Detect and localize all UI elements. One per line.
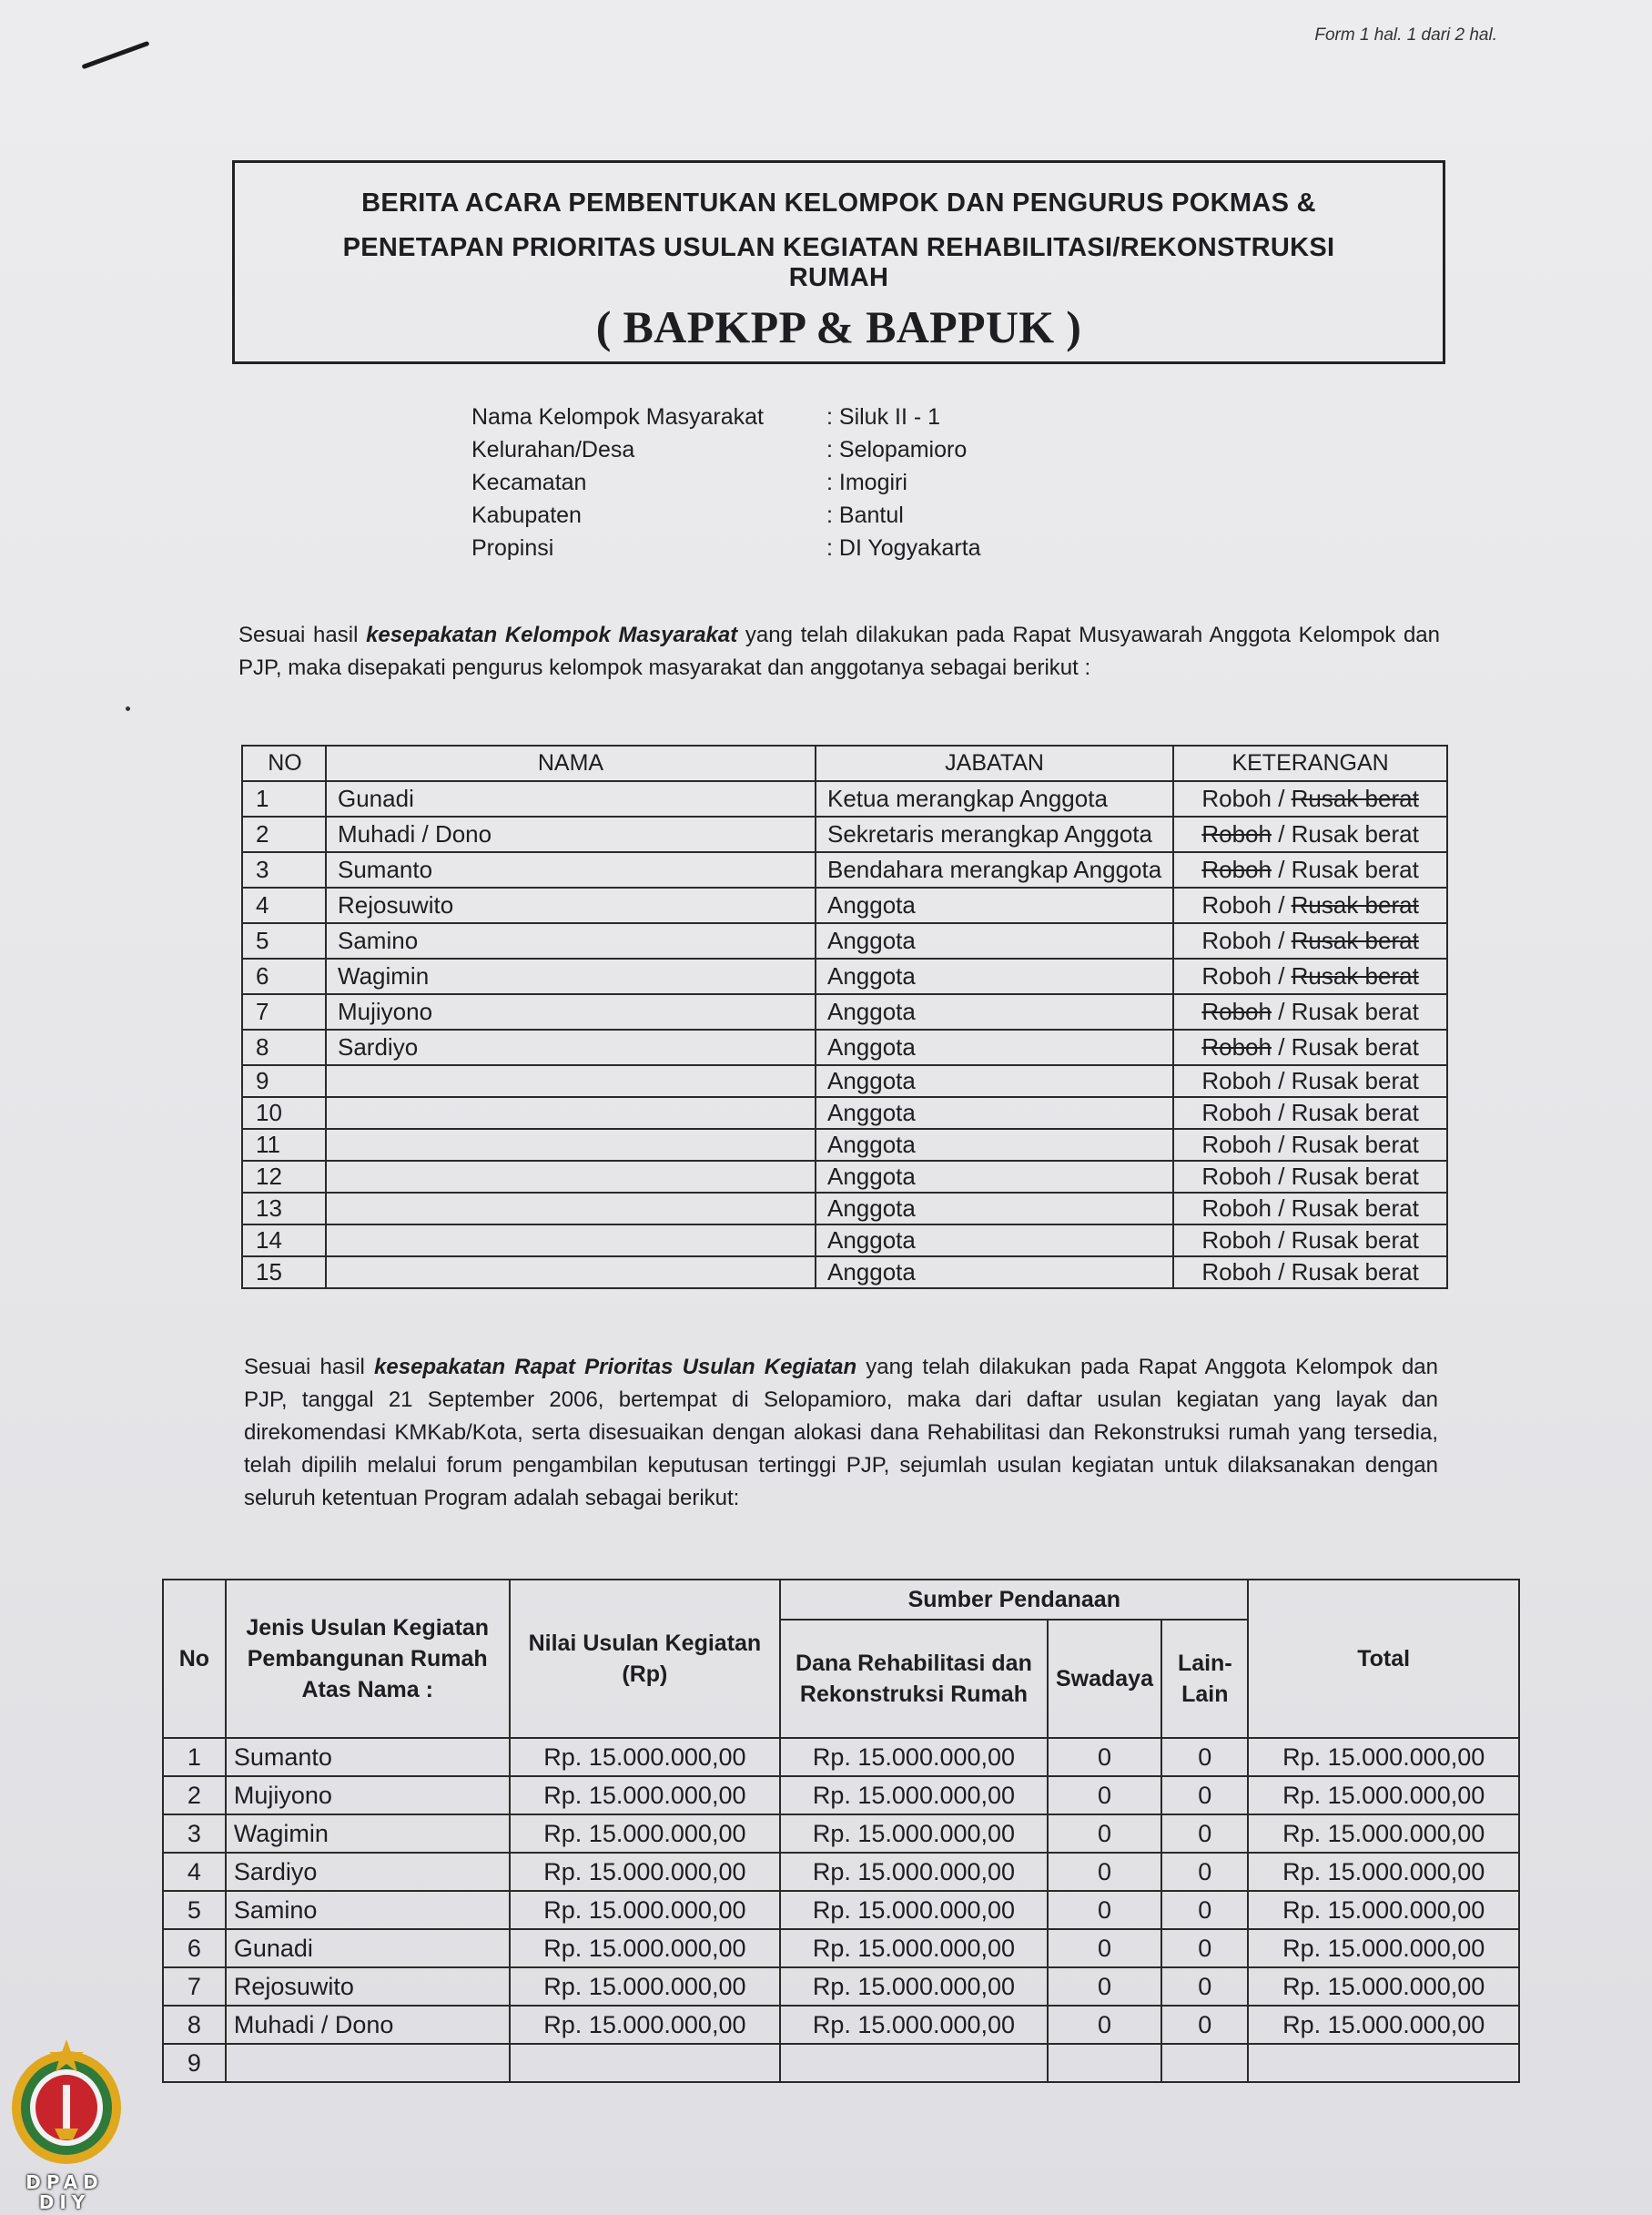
status-separator: / bbox=[1271, 1258, 1292, 1285]
status-separator: / bbox=[1271, 820, 1292, 848]
col-jabatan: JABATAN bbox=[816, 746, 1173, 781]
cell-nilai: Rp. 15.000.000,00 bbox=[510, 1967, 781, 2006]
table-row bbox=[242, 1129, 1447, 1161]
table-row bbox=[163, 1776, 1519, 1814]
dpad-diy-emblem bbox=[7, 2021, 126, 2171]
cell-swadaya: 0 bbox=[1048, 1967, 1162, 2006]
cell-nilai: Rp. 15.000.000,00 bbox=[510, 1814, 781, 1853]
info-label: Kecamatan bbox=[471, 470, 587, 495]
watermark-text bbox=[15, 2172, 115, 2212]
status-separator: / bbox=[1271, 1033, 1292, 1061]
cell-total: Rp. 15.000.000,00 bbox=[1248, 1738, 1519, 1776]
title-line-1: BERITA ACARA PEMBENTUKAN KELOMPOK DAN PENGURUS POKMAS & bbox=[361, 188, 1316, 218]
cell-dana: Rp. 15.000.000,00 bbox=[780, 2006, 1048, 2044]
status-roboh: Roboh bbox=[1201, 1258, 1272, 1285]
info-value: : Siluk II - 1 bbox=[826, 404, 941, 430]
info-value: : DI Yogyakarta bbox=[826, 535, 981, 561]
cell-nama: Gunadi bbox=[326, 781, 816, 817]
cell-keterangan bbox=[1173, 959, 1447, 994]
table-row bbox=[242, 781, 1447, 817]
funding-header-row-1 bbox=[163, 1580, 1519, 1620]
cell-nama: Rejosuwito bbox=[226, 1967, 510, 2006]
col-no: NO bbox=[242, 746, 326, 781]
cell-total: Rp. 15.000.000,00 bbox=[1248, 1853, 1519, 1891]
title-acronym: ( BAPKPP & BAPPUK ) bbox=[595, 301, 1082, 352]
status-separator: / bbox=[1271, 1067, 1292, 1094]
col-dana-rehab: Dana Rehabilitasi dan Rekonstruksi Rumah bbox=[780, 1620, 1048, 1738]
table-row bbox=[242, 923, 1447, 959]
info-label: Nama Kelompok Masyarakat bbox=[471, 404, 764, 430]
status-rusak-berat: Rusak berat bbox=[1291, 891, 1419, 919]
cell-no: 7 bbox=[242, 994, 326, 1030]
status-roboh: Roboh bbox=[1201, 927, 1272, 954]
para1-emphasis: kesepakatan Kelompok Masyarakat bbox=[366, 623, 738, 647]
status-rusak-berat: Rusak berat bbox=[1291, 1067, 1419, 1094]
status-rusak-berat: Rusak berat bbox=[1291, 927, 1419, 954]
watermark-line-1: DPAD bbox=[25, 2171, 104, 2193]
cell-nama: Muhadi / Dono bbox=[226, 2006, 510, 2044]
cell-total: Rp. 15.000.000,00 bbox=[1248, 1929, 1519, 1967]
cell-lain: 0 bbox=[1161, 2006, 1248, 2044]
cell-nama: Wagimin bbox=[226, 1814, 510, 1853]
table-row bbox=[242, 1193, 1447, 1224]
status-rusak-berat: Rusak berat bbox=[1291, 1226, 1419, 1254]
cell-nama: Rejosuwito bbox=[326, 888, 816, 923]
status-separator: / bbox=[1271, 891, 1292, 919]
status-rusak-berat: Rusak berat bbox=[1291, 962, 1419, 990]
table-row bbox=[163, 1853, 1519, 1891]
cell-no: 14 bbox=[242, 1224, 326, 1256]
status-separator: / bbox=[1271, 998, 1292, 1025]
col-swadaya: Swadaya bbox=[1048, 1620, 1162, 1738]
cell-nama: Sardiyo bbox=[326, 1030, 816, 1065]
cell-nama bbox=[326, 1224, 816, 1256]
cell-nilai: Rp. 15.000.000,00 bbox=[510, 1738, 781, 1776]
cell-keterangan bbox=[1173, 1224, 1447, 1256]
cell-jabatan: Anggota bbox=[816, 888, 1173, 923]
info-value: : Imogiri bbox=[826, 470, 907, 495]
status-roboh: Roboh bbox=[1201, 998, 1272, 1025]
status-roboh: Roboh bbox=[1201, 1226, 1272, 1254]
cell-nama: Sumanto bbox=[326, 852, 816, 888]
cell-swadaya: 0 bbox=[1048, 1929, 1162, 1967]
status-roboh: Roboh bbox=[1201, 1099, 1272, 1126]
cell-nama: Wagimin bbox=[326, 959, 816, 994]
cell-nama: Sardiyo bbox=[226, 1853, 510, 1891]
status-rusak-berat: Rusak berat bbox=[1291, 1033, 1419, 1061]
table-row bbox=[242, 888, 1447, 923]
col-nilai: Nilai Usulan Kegiatan (Rp) bbox=[510, 1580, 781, 1738]
cell-jabatan: Anggota bbox=[816, 1129, 1173, 1161]
cell-nilai bbox=[510, 2044, 781, 2082]
pen-mark bbox=[81, 41, 149, 69]
cell-no: 4 bbox=[163, 1853, 226, 1891]
status-rusak-berat: Rusak berat bbox=[1291, 998, 1419, 1025]
col-keterangan: KETERANGAN bbox=[1173, 746, 1447, 781]
para1-text-pre: Sesuai hasil bbox=[238, 623, 367, 647]
col-nama: NAMA bbox=[326, 746, 816, 781]
table-row bbox=[242, 1224, 1447, 1256]
table-row bbox=[163, 1891, 1519, 1929]
cell-nilai: Rp. 15.000.000,00 bbox=[510, 1929, 781, 1967]
cell-lain: 0 bbox=[1161, 1738, 1248, 1776]
cell-total: Rp. 15.000.000,00 bbox=[1248, 1967, 1519, 2006]
table-row bbox=[242, 1030, 1447, 1065]
cell-nama bbox=[326, 1256, 816, 1288]
cell-no: 1 bbox=[163, 1738, 226, 1776]
monument-icon bbox=[63, 2085, 70, 2132]
status-separator: / bbox=[1271, 1099, 1292, 1126]
status-separator: / bbox=[1271, 1226, 1292, 1254]
cell-nama: Sumanto bbox=[226, 1738, 510, 1776]
table-row bbox=[242, 1097, 1447, 1129]
status-rusak-berat: Rusak berat bbox=[1291, 820, 1419, 848]
cell-keterangan bbox=[1173, 1065, 1447, 1097]
cell-lain: 0 bbox=[1161, 1776, 1248, 1814]
cell-jabatan: Anggota bbox=[816, 1030, 1173, 1065]
table-row bbox=[242, 1161, 1447, 1193]
cell-nama bbox=[326, 1065, 816, 1097]
cell-swadaya: 0 bbox=[1048, 1814, 1162, 1853]
agreement-paragraph-2 bbox=[244, 1351, 1438, 1515]
status-separator: / bbox=[1271, 962, 1292, 990]
status-roboh: Roboh bbox=[1201, 820, 1272, 848]
cell-no: 5 bbox=[242, 923, 326, 959]
status-roboh: Roboh bbox=[1201, 1033, 1272, 1061]
cell-dana: Rp. 15.000.000,00 bbox=[780, 1891, 1048, 1929]
cell-dana: Rp. 15.000.000,00 bbox=[780, 1967, 1048, 2006]
cell-keterangan bbox=[1173, 1129, 1447, 1161]
cell-keterangan bbox=[1173, 817, 1447, 852]
cell-jabatan: Anggota bbox=[816, 1193, 1173, 1224]
col-no: No bbox=[163, 1580, 226, 1738]
cell-dana: Rp. 15.000.000,00 bbox=[780, 1853, 1048, 1891]
cell-lain: 0 bbox=[1161, 1853, 1248, 1891]
form-reference: Form 1 hal. 1 dari 2 hal. bbox=[1314, 25, 1497, 45]
table-row bbox=[242, 817, 1447, 852]
cell-nilai: Rp. 15.000.000,00 bbox=[510, 1891, 781, 1929]
status-separator: / bbox=[1271, 1131, 1292, 1158]
info-label: Kabupaten bbox=[471, 503, 582, 528]
cell-nilai: Rp. 15.000.000,00 bbox=[510, 1776, 781, 1814]
cell-swadaya bbox=[1048, 2044, 1162, 2082]
status-roboh: Roboh bbox=[1201, 1163, 1272, 1190]
cell-dana: Rp. 15.000.000,00 bbox=[780, 1738, 1048, 1776]
cell-keterangan bbox=[1173, 1161, 1447, 1193]
cell-no: 7 bbox=[163, 1967, 226, 2006]
status-roboh: Roboh bbox=[1201, 1131, 1272, 1158]
cell-keterangan bbox=[1173, 1193, 1447, 1224]
cell-no: 15 bbox=[242, 1256, 326, 1288]
cell-swadaya: 0 bbox=[1048, 1738, 1162, 1776]
col-jenis: Jenis Usulan Kegiatan Pembangunan Rumah Atas Nama : bbox=[226, 1580, 510, 1738]
funding-table bbox=[162, 1579, 1520, 2083]
para2-emphasis: kesepakatan Rapat Prioritas Usulan Kegiatan bbox=[374, 1355, 857, 1379]
cell-total: Rp. 15.000.000,00 bbox=[1248, 1776, 1519, 1814]
table-row bbox=[242, 959, 1447, 994]
cell-keterangan bbox=[1173, 923, 1447, 959]
table-row bbox=[163, 2006, 1519, 2044]
cell-no: 1 bbox=[242, 781, 326, 817]
cell-keterangan bbox=[1173, 888, 1447, 923]
cell-nama bbox=[226, 2044, 510, 2082]
cell-nama: Samino bbox=[326, 923, 816, 959]
cell-swadaya: 0 bbox=[1048, 2006, 1162, 2044]
cell-nama: Mujiyono bbox=[226, 1776, 510, 1814]
cell-jabatan: Sekretaris merangkap Anggota bbox=[816, 817, 1173, 852]
table-row bbox=[163, 1738, 1519, 1776]
info-value: : Bantul bbox=[826, 503, 904, 528]
cell-dana: Rp. 15.000.000,00 bbox=[780, 1776, 1048, 1814]
cell-dana: Rp. 15.000.000,00 bbox=[780, 1814, 1048, 1853]
cell-jabatan: Ketua merangkap Anggota bbox=[816, 781, 1173, 817]
status-roboh: Roboh bbox=[1201, 785, 1272, 812]
cell-dana bbox=[780, 2044, 1048, 2082]
cell-nama: Gunadi bbox=[226, 1929, 510, 1967]
cell-jabatan: Anggota bbox=[816, 1224, 1173, 1256]
cell-lain: 0 bbox=[1161, 1814, 1248, 1853]
cell-nama bbox=[326, 1193, 816, 1224]
cell-jabatan: Anggota bbox=[816, 1161, 1173, 1193]
cell-no: 3 bbox=[242, 852, 326, 888]
status-separator: / bbox=[1271, 927, 1292, 954]
status-separator: / bbox=[1271, 1163, 1292, 1190]
cell-no: 10 bbox=[242, 1097, 326, 1129]
cell-nama bbox=[326, 1129, 816, 1161]
agreement-paragraph-1 bbox=[238, 619, 1440, 685]
para2-text-pre: Sesuai hasil bbox=[244, 1355, 375, 1379]
cell-jabatan: Anggota bbox=[816, 1256, 1173, 1288]
status-roboh: Roboh bbox=[1201, 891, 1272, 919]
status-separator: / bbox=[1271, 1194, 1292, 1222]
cell-total: Rp. 15.000.000,00 bbox=[1248, 2006, 1519, 2044]
cell-no: 6 bbox=[163, 1929, 226, 1967]
table-row bbox=[242, 994, 1447, 1030]
para1-text-post: yang telah dilakukan pada Rapat Musyawarah Anggota Kelompok dan PJP, maka disepakati pengurus kelompok masyarakat dan anggotanya sebagai berikut : bbox=[238, 623, 1441, 680]
cell-nama bbox=[326, 1097, 816, 1129]
cell-no: 2 bbox=[163, 1776, 226, 1814]
cell-keterangan bbox=[1173, 1030, 1447, 1065]
cell-no: 9 bbox=[242, 1065, 326, 1097]
cell-jabatan: Anggota bbox=[816, 994, 1173, 1030]
cell-total: Rp. 15.000.000,00 bbox=[1248, 1891, 1519, 1929]
status-rusak-berat: Rusak berat bbox=[1291, 1163, 1419, 1190]
info-label: Propinsi bbox=[471, 535, 554, 561]
cell-no: 11 bbox=[242, 1129, 326, 1161]
ink-dot bbox=[126, 706, 130, 711]
col-total: Total bbox=[1248, 1580, 1519, 1738]
cell-no: 13 bbox=[242, 1193, 326, 1224]
status-rusak-berat: Rusak berat bbox=[1291, 856, 1419, 883]
cell-keterangan bbox=[1173, 781, 1447, 817]
table-row bbox=[163, 1929, 1519, 1967]
table-row bbox=[242, 1065, 1447, 1097]
cell-no: 8 bbox=[163, 2006, 226, 2044]
cell-no: 4 bbox=[242, 888, 326, 923]
cell-no: 12 bbox=[242, 1161, 326, 1193]
status-rusak-berat: Rusak berat bbox=[1291, 1258, 1419, 1285]
cell-keterangan bbox=[1173, 994, 1447, 1030]
cell-no: 5 bbox=[163, 1891, 226, 1929]
cell-total bbox=[1248, 2044, 1519, 2082]
info-value: : Selopamioro bbox=[826, 437, 968, 462]
status-roboh: Roboh bbox=[1201, 856, 1272, 883]
col-lain-lain: Lain-Lain bbox=[1161, 1620, 1248, 1738]
cell-no: 6 bbox=[242, 959, 326, 994]
cell-nilai: Rp. 15.000.000,00 bbox=[510, 1853, 781, 1891]
title-line-3: RUMAH bbox=[788, 263, 889, 292]
table-row bbox=[163, 1814, 1519, 1853]
title-line-2: PENETAPAN PRIORITAS USULAN KEGIATAN REHABILITASI/REKONSTRUKSI bbox=[342, 233, 1335, 262]
cell-nama: Samino bbox=[226, 1891, 510, 1929]
cell-nilai: Rp. 15.000.000,00 bbox=[510, 2006, 781, 2044]
status-roboh: Roboh bbox=[1201, 1067, 1272, 1094]
cell-swadaya: 0 bbox=[1048, 1776, 1162, 1814]
status-rusak-berat: Rusak berat bbox=[1291, 1194, 1419, 1222]
cell-no: 3 bbox=[163, 1814, 226, 1853]
cell-swadaya: 0 bbox=[1048, 1853, 1162, 1891]
cell-keterangan bbox=[1173, 1097, 1447, 1129]
cell-total: Rp. 15.000.000,00 bbox=[1248, 1814, 1519, 1853]
status-rusak-berat: Rusak berat bbox=[1291, 785, 1419, 812]
table-row bbox=[163, 2044, 1519, 2082]
table-row bbox=[242, 1256, 1447, 1288]
cell-nama: Mujiyono bbox=[326, 994, 816, 1030]
status-rusak-berat: Rusak berat bbox=[1291, 1131, 1419, 1158]
cell-jabatan: Anggota bbox=[816, 923, 1173, 959]
cell-jabatan: Anggota bbox=[816, 1097, 1173, 1129]
cell-jabatan: Anggota bbox=[816, 1065, 1173, 1097]
cell-keterangan bbox=[1173, 852, 1447, 888]
watermark-line-2: DIY bbox=[38, 2191, 91, 2213]
status-roboh: Roboh bbox=[1201, 1194, 1272, 1222]
cell-jabatan: Anggota bbox=[816, 959, 1173, 994]
table-row bbox=[163, 1967, 1519, 2006]
status-separator: / bbox=[1271, 785, 1292, 812]
info-label: Kelurahan/Desa bbox=[471, 437, 635, 462]
cell-nama: Muhadi / Dono bbox=[326, 817, 816, 852]
cell-dana: Rp. 15.000.000,00 bbox=[780, 1929, 1048, 1967]
cell-lain: 0 bbox=[1161, 1967, 1248, 2006]
cell-no: 9 bbox=[163, 2044, 226, 2082]
col-sumber-pendanaan: Sumber Pendanaan bbox=[780, 1580, 1248, 1620]
status-separator: / bbox=[1271, 856, 1292, 883]
cell-swadaya: 0 bbox=[1048, 1891, 1162, 1929]
members-table bbox=[241, 745, 1448, 1289]
table-row bbox=[242, 852, 1447, 888]
cell-nama bbox=[326, 1161, 816, 1193]
cell-lain: 0 bbox=[1161, 1929, 1248, 1967]
cell-no: 2 bbox=[242, 817, 326, 852]
status-roboh: Roboh bbox=[1201, 962, 1272, 990]
cell-lain: 0 bbox=[1161, 1891, 1248, 1929]
members-header-row bbox=[242, 746, 1447, 781]
cell-no: 8 bbox=[242, 1030, 326, 1065]
status-rusak-berat: Rusak berat bbox=[1291, 1099, 1419, 1126]
cell-jabatan: Bendahara merangkap Anggota bbox=[816, 852, 1173, 888]
cell-keterangan bbox=[1173, 1256, 1447, 1288]
cell-lain bbox=[1161, 2044, 1248, 2082]
para2-text-post: yang telah dilakukan pada Rapat Anggota Kelompok dan PJP, tanggal 21 September 2006, bertempat di Selopamioro, maka dari daftar usulan kegiatan yang layak dan direkomendasi KMKab/Kota, serta disesuaikan dengan alokasi dana Rehabilitasi dan Rekonstruksi rumah yang tersedia, telah dipilih melalui forum pengambilan keputusan tertinggi PJP, sejumlah usulan kegiatan untuk dilaksanakan dengan seluruh ketentuan Program adalah sebagai berikut: bbox=[244, 1355, 1439, 1510]
title-box bbox=[232, 160, 1445, 364]
